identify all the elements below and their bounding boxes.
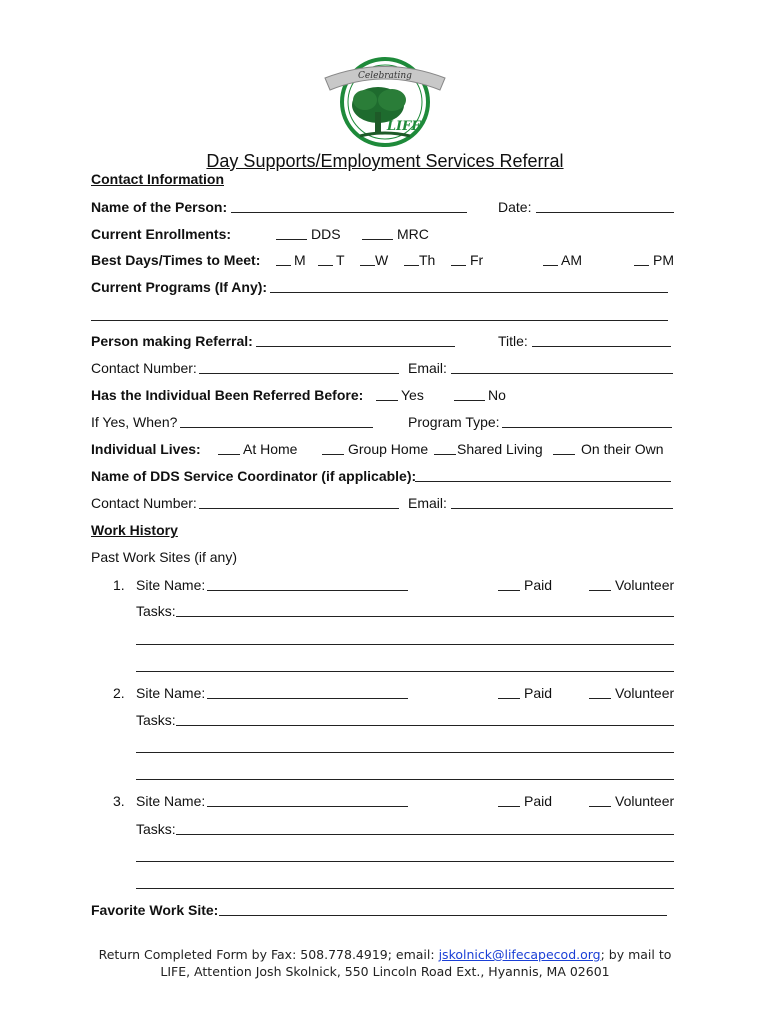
email-label: Email:: [408, 360, 447, 376]
mrc-label: MRC: [397, 226, 429, 242]
volunteer-blank[interactable]: [589, 590, 611, 591]
contact-heading: Contact Information: [91, 171, 224, 187]
lives-option: Group Home: [348, 441, 429, 457]
day-label: Fr: [470, 252, 484, 268]
day-blank[interactable]: [404, 265, 419, 266]
lives-blank[interactable]: [434, 454, 456, 455]
lives-label: Individual Lives:: [91, 441, 201, 457]
lives-option: Shared Living: [457, 441, 543, 457]
if-yes-field[interactable]: [180, 427, 373, 428]
date-label: Date:: [498, 199, 532, 215]
referred-before-label: Has the Individual Been Referred Before:: [91, 387, 364, 403]
dds-label: DDS: [311, 226, 341, 242]
contact-number-2-field[interactable]: [199, 508, 399, 509]
footer: [60, 946, 710, 980]
volunteer-label: Volunteer: [615, 793, 675, 809]
volunteer-label: Volunteer: [615, 577, 675, 593]
site-name-field[interactable]: [207, 806, 408, 807]
dds-blank[interactable]: [276, 239, 307, 240]
enrollments-label: Current Enrollments:: [91, 226, 232, 242]
lives-blank[interactable]: [322, 454, 344, 455]
name-field[interactable]: [231, 212, 467, 213]
day-blank[interactable]: [360, 265, 375, 266]
footer-text: ; by mail to: [600, 947, 672, 962]
email-link[interactable]: jskolnick@lifecapecod.org: [438, 947, 601, 962]
site-name-label: Site Name:: [136, 793, 206, 809]
contact-number-2-label: Contact Number:: [91, 495, 197, 511]
person-referral-field[interactable]: [256, 346, 455, 347]
footer-line-1: [60, 946, 710, 963]
site-name-field[interactable]: [207, 698, 408, 699]
am-blank[interactable]: [543, 265, 558, 266]
best-days-label: Best Days/Times to Meet:: [91, 252, 261, 268]
yes-blank[interactable]: [376, 400, 398, 401]
paid-label: Paid: [524, 577, 553, 593]
favorite-site-field[interactable]: [219, 915, 667, 916]
footer-line-2: LIFE, Attention Josh Skolnick, 550 Lincoln Road Ext., Hyannis, MA 02601: [160, 964, 610, 979]
paid-blank[interactable]: [498, 806, 520, 807]
tasks-field[interactable]: [176, 725, 674, 726]
lives-option: On their Own: [581, 441, 664, 457]
site-name-label: Site Name:: [136, 577, 206, 593]
site-name-label: Site Name:: [136, 685, 206, 701]
life-logo: [320, 50, 450, 150]
day-label: W: [375, 252, 389, 268]
tasks-label: Tasks:: [136, 603, 176, 619]
yes-label: Yes: [401, 387, 424, 403]
pm-blank[interactable]: [634, 265, 649, 266]
programs-field[interactable]: [270, 292, 668, 293]
lives-blank[interactable]: [218, 454, 240, 455]
lives-blank[interactable]: [553, 454, 575, 455]
no-blank[interactable]: [454, 400, 485, 401]
coordinator-label: Name of DDS Service Coordinator (if applicable):: [91, 468, 417, 484]
tasks-field[interactable]: [136, 779, 674, 780]
title-label: Title:: [498, 333, 528, 349]
paid-blank[interactable]: [498, 698, 520, 699]
tasks-label: Tasks:: [136, 821, 176, 837]
tasks-field[interactable]: [136, 888, 674, 889]
site-number: 3.: [113, 793, 125, 809]
banner-text: Celebrating: [358, 71, 412, 81]
day-blank[interactable]: [276, 265, 291, 266]
site-name-field[interactable]: [207, 590, 408, 591]
program-type-field[interactable]: [502, 427, 672, 428]
pm-label: PM: [653, 252, 674, 268]
past-work-label: Past Work Sites (if any): [91, 549, 238, 565]
email-2-field[interactable]: [451, 508, 673, 509]
mrc-blank[interactable]: [362, 239, 393, 240]
coordinator-field[interactable]: [415, 481, 671, 482]
tasks-field[interactable]: [136, 752, 674, 753]
tasks-label: Tasks:: [136, 712, 176, 728]
paid-label: Paid: [524, 685, 553, 701]
tasks-field[interactable]: [176, 834, 674, 835]
name-label: Name of the Person:: [91, 199, 228, 215]
work-history-heading: Work History: [91, 522, 178, 538]
tasks-field[interactable]: [136, 671, 674, 672]
am-label: AM: [561, 252, 582, 268]
contact-number-field[interactable]: [199, 373, 399, 374]
programs-field-line2[interactable]: [91, 320, 668, 321]
tasks-field[interactable]: [136, 644, 674, 645]
email-field[interactable]: [451, 373, 673, 374]
programs-label: Current Programs (If Any):: [91, 279, 268, 295]
date-field[interactable]: [536, 212, 674, 213]
paid-blank[interactable]: [498, 590, 520, 591]
day-blank[interactable]: [451, 265, 466, 266]
site-number: 2.: [113, 685, 125, 701]
email-2-label: Email:: [408, 495, 447, 511]
no-label: No: [488, 387, 506, 403]
day-label: T: [336, 252, 345, 268]
logo-mark-text: LIFE: [386, 119, 422, 134]
favorite-site-label: Favorite Work Site:: [91, 902, 219, 918]
contact-number-label: Contact Number:: [91, 360, 197, 376]
title-field[interactable]: [532, 346, 671, 347]
lives-option: At Home: [243, 441, 298, 457]
paid-label: Paid: [524, 793, 553, 809]
if-yes-label: If Yes, When?: [91, 414, 178, 430]
volunteer-label: Volunteer: [615, 685, 675, 701]
person-referral-label: Person making Referral:: [91, 333, 253, 349]
program-type-label: Program Type:: [408, 414, 500, 430]
tasks-field[interactable]: [176, 616, 674, 617]
day-label: Th: [419, 252, 436, 268]
volunteer-blank[interactable]: [589, 806, 611, 807]
footer-text: Return Completed Form by Fax: 508.778.4919; email:: [98, 947, 439, 962]
day-blank[interactable]: [318, 265, 333, 266]
tasks-field[interactable]: [136, 861, 674, 862]
day-label: M: [294, 252, 306, 268]
site-number: 1.: [113, 577, 125, 593]
volunteer-blank[interactable]: [589, 698, 611, 699]
page-title: Day Supports/Employment Services Referral: [206, 151, 564, 171]
